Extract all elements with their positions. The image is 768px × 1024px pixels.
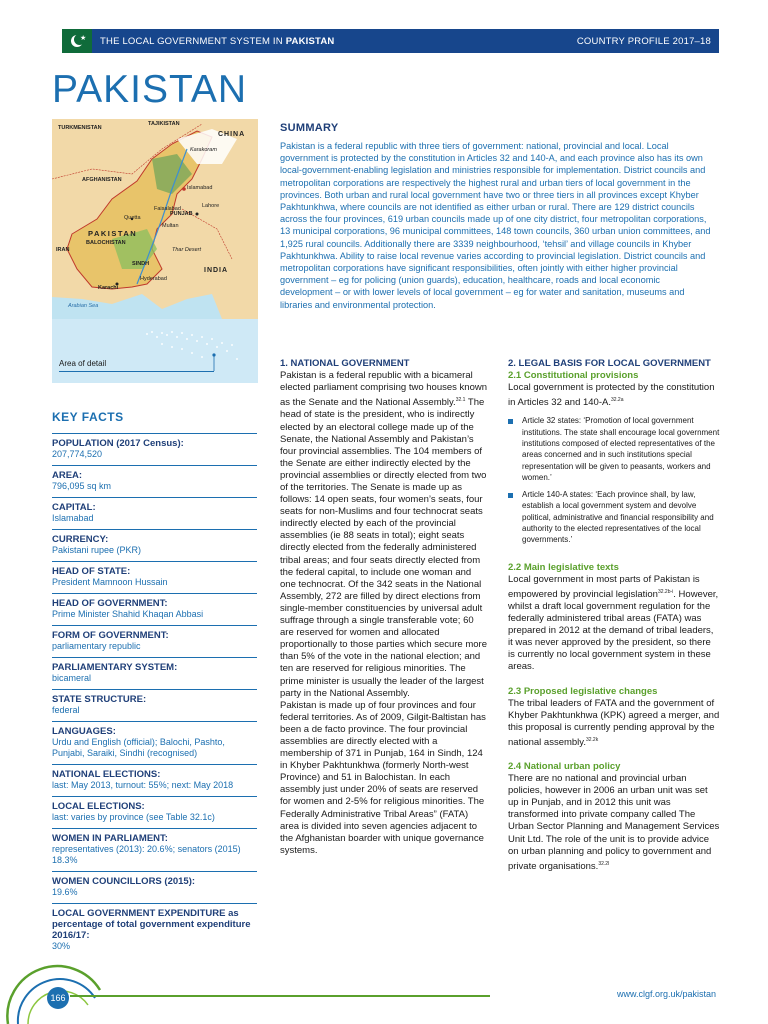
section-2-4-title: 2.4 National urban policy <box>508 761 621 773</box>
bullet-square-icon <box>508 493 513 498</box>
map-label-india: INDIA <box>204 267 229 274</box>
header-title-prefix: THE LOCAL GOVERNMENT SYSTEM IN <box>100 35 283 47</box>
key-fact-label: PARLIAMENTARY SYSTEM: <box>52 662 178 673</box>
key-fact-value: bicameral <box>52 673 92 683</box>
section-1-paragraph-2: The head of state is the president, who is indirectly elected by an electoral college made up of the Senate, the National Assembly and Pakistan’s four provincial assemblies. The 104 members of the Senate are either indirectly elected by the provincial assemblies or directly elected from two of the territories. The Senate is made up as follows: 14 open seats, four women’s seats, four seats for non-Muslims and four technocrat seats indirectly elected by each of the provincial assemblies (ie 88 seats in total); eight seats directly elected from the federally administered tribal areas; and four seats directly elected from the federal capital, to include one woman and one technocrat. Of the 342 seats in the National Assembly, 272 are filled by direct elections from single-member constituencies by universal adult suffrage through a single transferable vote; 60 are reserved for women and allocated proportionally to those parties which secure more than 5% of the vote in the national election; and ten are reserved for religious minorities. The prime minister is usually the leader of the largest party in the National Assembly. <box>280 397 487 699</box>
reference-marker: 32.2b-i <box>657 588 674 595</box>
section-legal-basis <box>508 358 720 873</box>
map-label-turkmenistan: TURKMENISTAN <box>58 125 102 131</box>
page-number: 166 <box>47 987 69 1009</box>
list-item-text: Article 140-A states: ‘Each province shall, by law, establish a local government system and devolve political, administrative and financial responsibility and authority to the elected representatives of the local governments.’ <box>522 490 714 545</box>
map-label-arabian-sea: Arabian Sea <box>68 303 99 309</box>
key-fact <box>52 465 257 492</box>
header-bar <box>62 29 719 53</box>
key-fact <box>52 828 257 866</box>
key-fact <box>52 903 257 952</box>
key-fact-value: 207,774,520 <box>52 449 103 459</box>
key-fact-value: representatives (2013): 20.6%; senators (2015) 18.3% <box>52 844 241 865</box>
reference-marker: 32.2l <box>598 860 610 867</box>
key-fact <box>52 721 257 759</box>
key-facts-list <box>52 433 257 957</box>
reference-marker: 32.1 <box>455 397 466 404</box>
key-fact <box>52 764 257 791</box>
header-title-country: PAKISTAN <box>285 35 335 47</box>
key-fact-label: WOMEN IN PARLIAMENT: <box>52 833 168 844</box>
map-label-sindh: SINDH <box>132 261 150 267</box>
key-fact-label: FORM OF GOVERNMENT: <box>52 630 169 641</box>
key-fact-value: Prime Minister Shahid Khaqan Abbasi <box>52 609 204 619</box>
key-fact-value: Islamabad <box>52 513 94 523</box>
list-item <box>508 415 720 483</box>
key-fact-label: LOCAL ELECTIONS: <box>52 801 145 812</box>
map-label-karakoram: Karakoram <box>190 147 217 153</box>
footer-url-link[interactable]: www.clgf.org.uk/pakistan <box>616 989 716 999</box>
key-fact <box>52 625 257 652</box>
reference-marker: 32.2a <box>610 397 624 404</box>
section-1-paragraph-3: Pakistan is made up of four provinces and four federal territories. As of 2009, Gilgit-Baltistan has been a de facto province. The four provincial assemblies are directly elected with a membership of 371 in Punjab, 164 in Sindh, 124 in Khyber Pakhtunkhwa (formerly North-west Province) and 51 in Balochistan. In each assembly just under 20% of seats are reserved for women and 2-5% for religious minorities. The Federally Administrative Tribal Areas” (FATA) area is divided into seven agencies adjacent to the Afghanistan boarder with unique governance systems. <box>280 699 486 856</box>
area-of-detail-label: Area of detail <box>59 359 107 368</box>
key-fact-label: POPULATION (2017 Census): <box>52 438 184 449</box>
key-fact-value: President Mamnoon Hussain <box>52 577 168 587</box>
bullet-square-icon <box>508 419 513 424</box>
section-1-title: 1. NATIONAL GOVERNMENT <box>280 358 410 369</box>
section-2-3-title: 2.3 Proposed legislative changes <box>508 685 658 697</box>
list-item-text: Article 32 states: ‘Promotion of local government institutions. The state shall encourage local government institutions composed of elected representatives of the areas concerned and in such institutions special representation will be given to peasants, workers and women.’ <box>522 416 720 482</box>
key-fact-label: HEAD OF STATE: <box>52 566 131 577</box>
map-label-pakistan: PAKISTAN <box>88 229 138 238</box>
key-fact-value: 30% <box>52 941 71 951</box>
key-fact-value: 19.6% <box>52 887 78 897</box>
summary-text: Pakistan is a federal republic with three tiers of government: national, provincial and local. Local government is protected by the constitution in Articles 32 and 140-A, and each province also has its own local-government-enabling legislation and ministries responsible for implementation. District councils and metropolitan corporations are respectively the highest rural and urban tiers of local government in the provinces. Both urban and rural local government have two or three tiers in all provinces except Khyber Pakhtunkhwa, where councils are not identified as either urban or rural. There are 129 district councils across the four provinces, 619 urban councils made up of one city district, four metropolitan corporations, 13 municipal corporations, 96 municipal committees, 148 town councils, 360 urban union committees, and 1,925 rural councils. Additionally there are 3339 neighbourhood, ‘tehsil’ and village councils in Khyber Pakhtunkhwa. Ability to raise local revenue varies according to provincial legislation. District councils and metropolitan corporations have significant responsibilities, often jointly with either higher provincial government – eg for policing (union guards), education, healthcare, roads and local economic development – or with lower levels of local government – eg for water and sanitation, museums and libraries and environmental protection. <box>280 141 711 310</box>
list-item <box>508 489 720 545</box>
map-label-faisalabad: Faisalabad <box>154 206 181 212</box>
key-fact-label: NATIONAL ELECTIONS: <box>52 769 161 780</box>
key-fact <box>52 497 257 524</box>
footer-divider <box>70 995 490 997</box>
key-facts-title: KEY FACTS <box>52 410 124 424</box>
map-label-quetta: Quetta <box>124 215 141 221</box>
map-label-hyderabad: Hyderabad <box>140 276 167 282</box>
key-fact-label: LOCAL GOVERNMENT EXPENDITURE as percentage of total government expenditure 2016/17: <box>52 908 251 941</box>
reference-marker: 32.2k <box>585 736 599 743</box>
key-fact-value: last: May 2013, turnout: 55%; next: May 2018 <box>52 780 234 790</box>
key-fact-value: last: varies by province (see Table 32.1c) <box>52 812 215 822</box>
map-label-karachi: Karachi <box>98 285 119 291</box>
header-right: COUNTRY PROFILE 2017–18 <box>576 35 711 47</box>
key-fact-label: STATE STRUCTURE: <box>52 694 147 705</box>
key-fact-label: WOMEN COUNCILLORS (2015): <box>52 876 196 887</box>
key-fact-label: LANGUAGES: <box>52 726 116 737</box>
section-2-2-title: 2.2 Main legislative texts <box>508 561 619 573</box>
key-fact <box>52 593 257 620</box>
key-fact <box>52 433 257 460</box>
map-label-thar-desert: Thar Desert <box>172 247 202 253</box>
map-graphic <box>52 119 258 383</box>
country-map <box>52 119 258 383</box>
key-fact-label: CURRENCY: <box>52 534 109 545</box>
map-label-afghanistan: AFGHANISTAN <box>82 177 122 183</box>
map-label-islamabad: Islamabad <box>187 185 213 191</box>
key-fact-label: CAPITAL: <box>52 502 96 513</box>
key-fact-value: parliamentary republic <box>52 641 141 651</box>
map-label-lahore: Lahore <box>202 203 220 209</box>
key-fact <box>52 657 257 684</box>
key-fact <box>52 796 257 823</box>
key-fact-value: Pakistani rupee (PKR) <box>52 545 142 555</box>
section-2-2-text-a: Local government in most parts of Pakistan is empowered by provincial legislation <box>508 573 700 600</box>
key-fact-value: 796,095 sq km <box>52 481 112 491</box>
map-label-iran: IRAN <box>56 247 70 253</box>
summary-title: SUMMARY <box>280 122 339 134</box>
key-fact-label: HEAD OF GOVERNMENT: <box>52 598 168 609</box>
map-label-tajikistan: TAJIKISTAN <box>148 121 180 127</box>
article-list <box>508 415 720 545</box>
section-1-paragraph-1: Pakistan is a federal republic with a bicameral elected parliament comprising two houses known as the Senate and the National Assembly. <box>280 370 487 409</box>
pakistan-flag-icon: ★ <box>62 29 92 53</box>
map-label-china: CHINA <box>218 131 246 138</box>
key-fact <box>52 529 257 556</box>
map-label-balochistan: BALOCHISTAN <box>86 240 126 246</box>
section-2-2-text-b: . However, whilst a draft local government regulation for the federally administered tribal areas (FATA) was prepared in 2012 at the demand of tribal leaders, it was never approved by the president, so there is currently no local government system in these areas. <box>508 588 719 673</box>
key-fact-value: Urdu and English (official); Balochi, Pashto, Punjabi, Saraiki, Sindhi (recognised) <box>52 737 225 758</box>
section-2-1-title: 2.1 Constitutional provisions <box>508 370 639 381</box>
section-2-4-text: There are no national and provincial urban policies, however in 2006 an urban unit was set up in Punjab, and in 2012 this unit was transformed into private company called The Urban Sector Planning and Management Services Unit Ltd. The role of the unit is to provide advice on urban planning and policy to government and private organisations. <box>508 773 720 872</box>
area-of-detail-line <box>59 371 214 372</box>
section-2-3-text: The tribal leaders of FATA and the government of Khyber Pakhtunkhwa (KPK) agreed a merger, and this proposal is currently pending approval by the national assembly. <box>508 697 720 748</box>
section-2-title: 2. LEGAL BASIS FOR LOCAL GOVERNMENT <box>508 358 711 369</box>
section-national-government <box>280 358 488 857</box>
map-label-multan: Multan <box>162 223 179 229</box>
key-fact <box>52 689 257 716</box>
key-fact-label: AREA: <box>52 470 83 481</box>
key-fact <box>52 871 257 898</box>
key-fact-value: federal <box>52 705 80 715</box>
key-fact <box>52 561 257 588</box>
section-2-1-text: Local government is protected by the constitution in Articles 32 and 140-A. <box>508 382 715 409</box>
page-title: PAKISTAN <box>52 68 248 111</box>
map-label-punjab: PUNJAB <box>170 211 193 217</box>
